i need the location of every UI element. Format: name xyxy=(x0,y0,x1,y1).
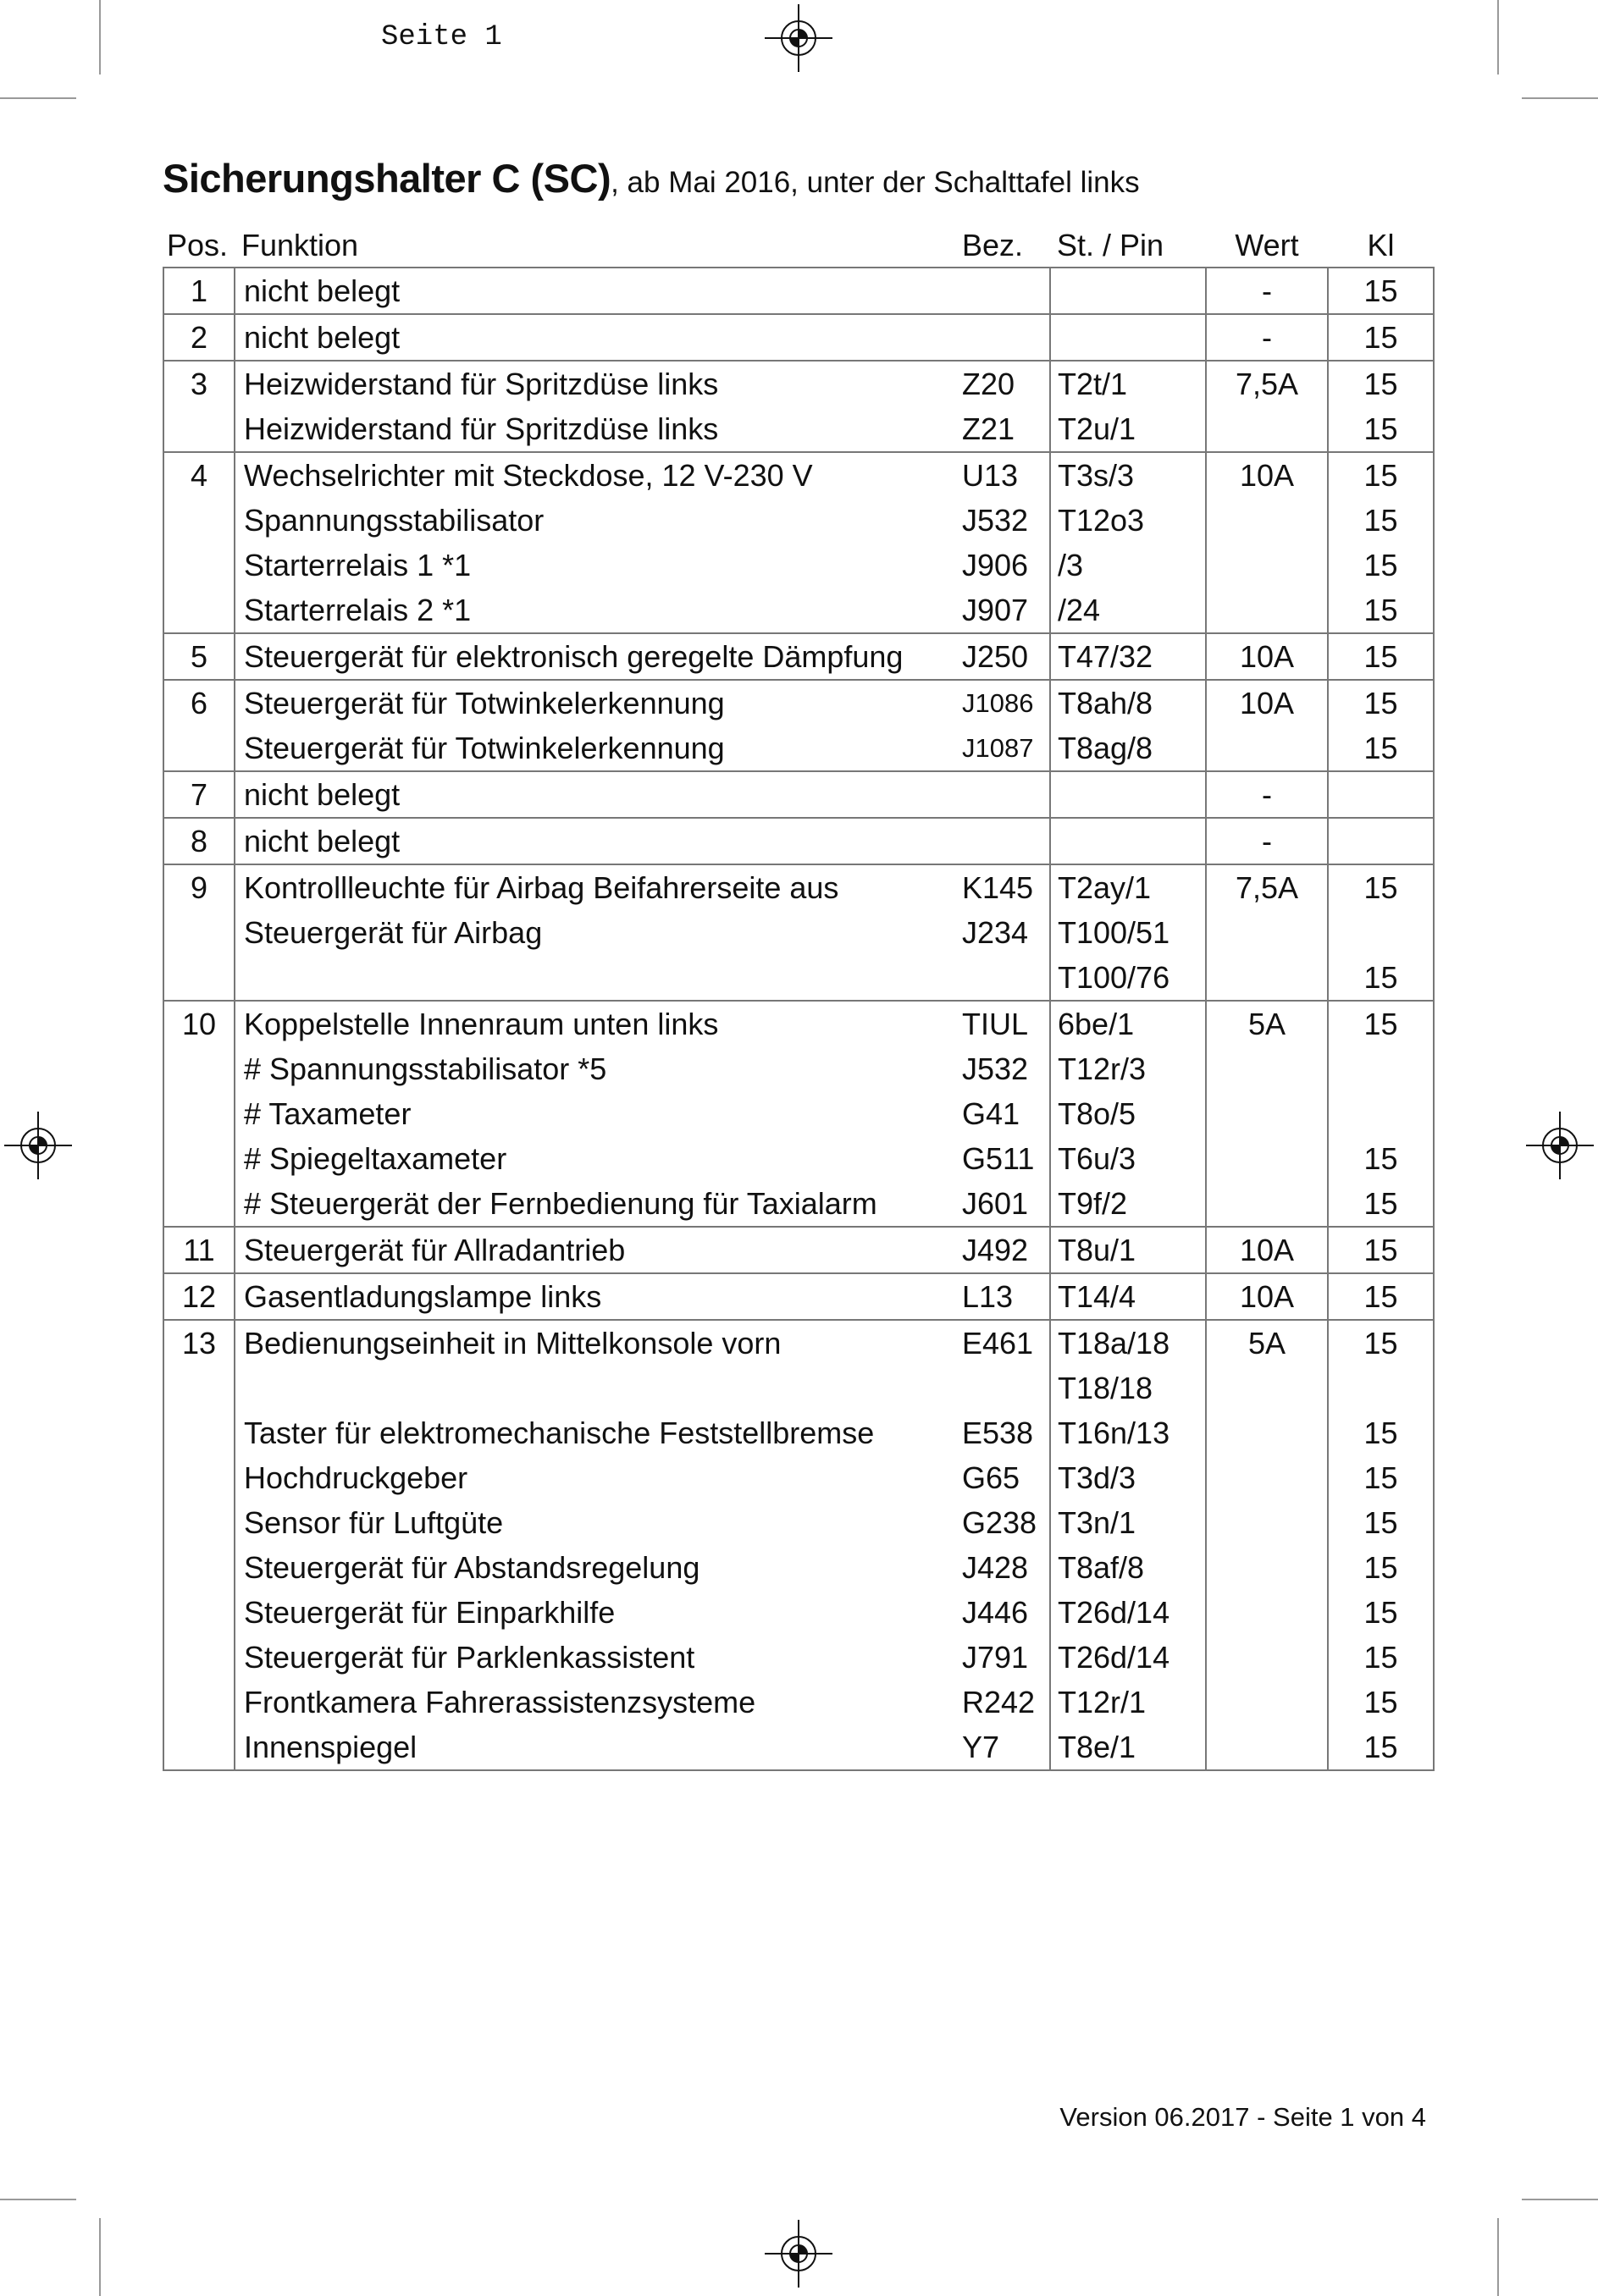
cell-bez: J532 xyxy=(962,502,1029,538)
cell-funktion: # Spannungsstabilisator *5 xyxy=(244,1051,607,1086)
cell-bez: R242 xyxy=(962,1684,1036,1719)
cell-pin xyxy=(1050,314,1206,361)
cell-wert: - xyxy=(1206,771,1328,818)
cell-wert: 10A xyxy=(1206,633,1328,680)
cell-pos xyxy=(163,1136,235,1181)
table-row xyxy=(163,818,1434,864)
cell-funktion: # Taxameter xyxy=(244,1096,412,1131)
table-row xyxy=(163,726,1434,771)
cell-pos: 3 xyxy=(163,361,235,406)
cell-bez: E461 xyxy=(960,1320,1050,1366)
cell-funktion: Steuergerät für Einparkhilfe xyxy=(244,1594,616,1630)
cell-kl: 15 xyxy=(1328,268,1434,314)
cell-pos xyxy=(163,1046,235,1091)
table-row xyxy=(163,1181,1434,1227)
header-bez: Bez. xyxy=(960,223,1050,268)
cell-bez xyxy=(960,1366,1050,1410)
cell-pin: T8e/1 xyxy=(1050,1725,1206,1770)
cell-wert: 5A xyxy=(1206,1001,1328,1046)
cell-bez: J791 xyxy=(962,1639,1029,1675)
cell-bez: G65 xyxy=(962,1460,1020,1495)
cell-wert: 10A xyxy=(1206,680,1328,726)
cell-pos xyxy=(163,1455,235,1500)
cell-wert: 5A xyxy=(1206,1320,1328,1366)
cell-pin: T8o/5 xyxy=(1050,1091,1206,1136)
cell-pos: 9 xyxy=(163,864,235,910)
cell-pos xyxy=(163,1181,235,1227)
cell-kl xyxy=(1328,771,1434,818)
cell-funktion: Gasentladungslampe links xyxy=(235,1273,960,1320)
cell-wert: 10A xyxy=(1206,452,1328,498)
cell-pin: T3d/3 xyxy=(1050,1455,1206,1500)
cell-funktion: Starterrelais 1 *1 xyxy=(244,547,472,582)
cell-pin: T2u/1 xyxy=(1050,406,1206,452)
table-row xyxy=(163,864,1434,910)
cell-bez: L13 xyxy=(960,1273,1050,1320)
table-row xyxy=(163,588,1434,633)
crop-mark xyxy=(0,97,76,99)
cell-wert: - xyxy=(1206,268,1328,314)
cell-pos xyxy=(163,1545,235,1590)
cell-bez: J532 xyxy=(962,1051,1029,1086)
cell-kl: 15 xyxy=(1328,452,1434,498)
cell-pos xyxy=(163,1410,235,1455)
fuse-table xyxy=(163,223,1435,1771)
cell-wert xyxy=(1206,1410,1328,1455)
cell-pos xyxy=(163,1680,235,1725)
page-header: Seite 1 xyxy=(381,21,502,53)
cell-bez: J492 xyxy=(960,1227,1050,1273)
cell-funktion xyxy=(235,955,960,1001)
cell-pos xyxy=(163,1366,235,1410)
cell-kl: 15 xyxy=(1328,1227,1434,1273)
table-row xyxy=(163,406,1434,452)
cell-pin: T6u/3 xyxy=(1050,1136,1206,1181)
cell-pos xyxy=(163,543,235,588)
cell-pin: /3 xyxy=(1050,543,1206,588)
cell-funktion: Frontkamera Fahrerassistenzsysteme xyxy=(244,1684,756,1719)
cell-bez: J601 xyxy=(962,1185,1029,1221)
cell-bez: J234 xyxy=(962,914,1029,950)
cell-wert: 7,5A xyxy=(1206,361,1328,406)
cell-pin: T12o3 xyxy=(1050,498,1206,543)
table-row xyxy=(163,1725,1434,1770)
cell-wert xyxy=(1206,1181,1328,1227)
cell-kl: 15 xyxy=(1328,1590,1434,1635)
cell-bez xyxy=(960,771,1050,818)
cell-pin xyxy=(1050,771,1206,818)
cell-pin: T8af/8 xyxy=(1050,1545,1206,1590)
table-row xyxy=(163,1635,1434,1680)
table-row xyxy=(163,452,1434,498)
cell-pin: T26d/14 xyxy=(1050,1590,1206,1635)
cell-kl: 15 xyxy=(1328,406,1434,452)
cell-kl: 15 xyxy=(1328,633,1434,680)
table-row xyxy=(163,1455,1434,1500)
cell-bez xyxy=(960,314,1050,361)
cell-pos xyxy=(163,588,235,633)
cell-kl: 15 xyxy=(1328,1545,1434,1590)
cell-wert: - xyxy=(1206,314,1328,361)
cell-kl: 15 xyxy=(1328,1725,1434,1770)
cell-wert xyxy=(1206,955,1328,1001)
cell-funktion: Steuergerät für Totwinkelerkennung xyxy=(244,730,725,765)
cell-funktion: # Steuergerät der Fernbedienung für Taxialarm xyxy=(244,1185,877,1221)
cell-wert: 10A xyxy=(1206,1227,1328,1273)
cell-wert xyxy=(1206,1366,1328,1410)
cell-pin: T12r/1 xyxy=(1050,1680,1206,1725)
table-row xyxy=(163,633,1434,680)
cell-wert xyxy=(1206,1455,1328,1500)
cell-kl: 15 xyxy=(1328,726,1434,771)
cell-bez: G238 xyxy=(962,1504,1037,1540)
table-header-row xyxy=(163,223,1434,268)
table-row xyxy=(163,1273,1434,1320)
cell-pos: 13 xyxy=(163,1320,235,1366)
table-row xyxy=(163,1500,1434,1545)
cell-pin: T100/51 xyxy=(1050,910,1206,955)
cell-pos xyxy=(163,955,235,1001)
cell-kl xyxy=(1328,818,1434,864)
registration-mark-icon xyxy=(4,1112,72,1179)
cell-funktion: Steuergerät für Abstandsregelung xyxy=(244,1549,700,1585)
table-row xyxy=(163,498,1434,543)
cell-kl: 15 xyxy=(1328,498,1434,543)
cell-pin: T8u/1 xyxy=(1050,1227,1206,1273)
cell-kl xyxy=(1328,1046,1434,1091)
cell-funktion: Steuergerät für Airbag xyxy=(244,914,543,950)
cell-kl: 15 xyxy=(1328,1181,1434,1227)
cell-pin: T47/32 xyxy=(1050,633,1206,680)
cell-pin: T26d/14 xyxy=(1050,1635,1206,1680)
registration-mark-icon xyxy=(1526,1112,1594,1179)
cell-funktion: Steuergerät für Allradantrieb xyxy=(235,1227,960,1273)
cell-funktion: Heizwiderstand für Spritzdüse links xyxy=(235,361,960,406)
crop-mark xyxy=(99,0,101,75)
cell-bez: J906 xyxy=(962,547,1029,582)
cell-wert xyxy=(1206,1500,1328,1545)
registration-mark-icon xyxy=(765,4,832,72)
cell-kl: 15 xyxy=(1328,1500,1434,1545)
title-main: Sicherungshalter C (SC) xyxy=(163,156,611,201)
cell-bez: G511 xyxy=(962,1140,1035,1176)
cell-pos xyxy=(163,1635,235,1680)
cell-kl: 15 xyxy=(1328,1635,1434,1680)
cell-bez xyxy=(960,818,1050,864)
crop-mark xyxy=(1497,0,1499,75)
cell-bez: J250 xyxy=(960,633,1050,680)
cell-kl: 15 xyxy=(1328,680,1434,726)
cell-bez: E538 xyxy=(962,1415,1034,1450)
cell-bez: J1086 xyxy=(960,680,1050,726)
table-row xyxy=(163,1136,1434,1181)
cell-pin: /24 xyxy=(1050,588,1206,633)
cell-funktion: Steuergerät für elektronisch geregelte Dämpfung xyxy=(235,633,960,680)
table-row xyxy=(163,1545,1434,1590)
cell-pos: 5 xyxy=(163,633,235,680)
cell-pin: T2t/1 xyxy=(1050,361,1206,406)
cell-pos: 11 xyxy=(163,1227,235,1273)
table-row xyxy=(163,1001,1434,1046)
cell-pin xyxy=(1050,818,1206,864)
cell-pin: T14/4 xyxy=(1050,1273,1206,1320)
cell-kl: 15 xyxy=(1328,955,1434,1001)
cell-funktion: Sensor für Luftgüte xyxy=(244,1504,504,1540)
cell-kl xyxy=(1328,910,1434,955)
cell-pos xyxy=(163,1725,235,1770)
table-row xyxy=(163,314,1434,361)
cell-kl: 15 xyxy=(1328,543,1434,588)
cell-pos: 4 xyxy=(163,452,235,498)
cell-pin: T8ah/8 xyxy=(1050,680,1206,726)
registration-mark-icon xyxy=(765,2220,832,2288)
table-row xyxy=(163,1046,1434,1091)
cell-kl: 15 xyxy=(1328,1410,1434,1455)
cell-funktion: nicht belegt xyxy=(235,268,960,314)
cell-pin: T18a/18 xyxy=(1050,1320,1206,1366)
cell-pos xyxy=(163,406,235,452)
cell-bez: J446 xyxy=(962,1594,1029,1630)
table-row xyxy=(163,361,1434,406)
cell-bez: K145 xyxy=(960,864,1050,910)
table-row xyxy=(163,1366,1434,1410)
table-row xyxy=(163,1320,1434,1366)
cell-bez: J428 xyxy=(962,1549,1029,1585)
title-subtitle: , ab Mai 2016, unter der Schalttafel links xyxy=(611,166,1140,199)
cell-kl: 15 xyxy=(1328,361,1434,406)
table-row xyxy=(163,955,1434,1001)
cell-wert xyxy=(1206,1046,1328,1091)
cell-pin: T16n/13 xyxy=(1050,1410,1206,1455)
crop-mark xyxy=(0,2199,76,2200)
cell-pos: 8 xyxy=(163,818,235,864)
cell-pos xyxy=(163,1590,235,1635)
cell-wert: 7,5A xyxy=(1206,864,1328,910)
cell-funktion: Kontrollleuchte für Airbag Beifahrerseite aus xyxy=(235,864,960,910)
cell-bez: Z21 xyxy=(962,411,1015,446)
cell-funktion: Koppelstelle Innenraum unten links xyxy=(235,1001,960,1046)
cell-funktion: nicht belegt xyxy=(235,314,960,361)
cell-kl: 15 xyxy=(1328,1273,1434,1320)
cell-kl: 15 xyxy=(1328,1001,1434,1046)
cell-funktion: Hochdruckgeber xyxy=(244,1460,468,1495)
header-wert: Wert xyxy=(1206,223,1328,268)
cell-wert xyxy=(1206,1680,1328,1725)
page-footer: Version 06.2017 - Seite 1 von 4 xyxy=(1059,2102,1426,2132)
cell-funktion: Bedienungseinheit in Mittelkonsole vorn xyxy=(235,1320,960,1366)
cell-wert xyxy=(1206,588,1328,633)
header-pos: Pos. xyxy=(163,223,235,268)
cell-kl: 15 xyxy=(1328,1680,1434,1725)
cell-pos: 1 xyxy=(163,268,235,314)
cell-pin xyxy=(1050,268,1206,314)
cell-wert xyxy=(1206,406,1328,452)
cell-funktion: Spannungsstabilisator xyxy=(244,502,545,538)
cell-bez: U13 xyxy=(960,452,1050,498)
cell-pos: 6 xyxy=(163,680,235,726)
header-funktion: Funktion xyxy=(235,223,960,268)
cell-wert xyxy=(1206,1136,1328,1181)
header-kl: Kl xyxy=(1328,223,1434,268)
cell-pos xyxy=(163,726,235,771)
table-row xyxy=(163,910,1434,955)
cell-funktion: Heizwiderstand für Spritzdüse links xyxy=(244,411,719,446)
cell-kl: 15 xyxy=(1328,1136,1434,1181)
cell-wert xyxy=(1206,1635,1328,1680)
cell-pos: 2 xyxy=(163,314,235,361)
cell-pos: 7 xyxy=(163,771,235,818)
cell-funktion: Taster für elektromechanische Feststellbremse xyxy=(244,1415,875,1450)
cell-kl: 15 xyxy=(1328,1320,1434,1366)
crop-mark xyxy=(99,2218,101,2296)
cell-bez xyxy=(960,268,1050,314)
cell-wert: - xyxy=(1206,818,1328,864)
cell-funktion: nicht belegt xyxy=(235,818,960,864)
cell-wert: 10A xyxy=(1206,1273,1328,1320)
cell-funktion: Steuergerät für Parklenkassistent xyxy=(244,1639,695,1675)
cell-wert xyxy=(1206,1725,1328,1770)
table-row xyxy=(163,1680,1434,1725)
crop-mark xyxy=(1522,97,1598,99)
cell-wert xyxy=(1206,498,1328,543)
crop-mark xyxy=(1522,2199,1598,2200)
crop-mark xyxy=(1497,2218,1499,2296)
cell-pin: T8ag/8 xyxy=(1050,726,1206,771)
cell-bez: Y7 xyxy=(960,1725,1050,1770)
header-pin: St. / Pin xyxy=(1050,223,1206,268)
cell-bez: G41 xyxy=(962,1096,1020,1131)
table-row xyxy=(163,680,1434,726)
cell-pin: T100/76 xyxy=(1050,955,1206,1001)
table-row xyxy=(163,1227,1434,1273)
table-row xyxy=(163,1410,1434,1455)
cell-bez: TIUL xyxy=(960,1001,1050,1046)
cell-kl: 15 xyxy=(1328,1455,1434,1500)
cell-bez: J907 xyxy=(962,592,1029,627)
cell-funktion: # Spiegeltaxameter xyxy=(244,1140,507,1176)
cell-kl: 15 xyxy=(1328,864,1434,910)
cell-kl xyxy=(1328,1366,1434,1410)
cell-bez: J1087 xyxy=(962,733,1034,763)
cell-pos xyxy=(163,498,235,543)
cell-funktion: Innenspiegel xyxy=(235,1725,960,1770)
cell-wert xyxy=(1206,543,1328,588)
cell-kl: 15 xyxy=(1328,314,1434,361)
cell-funktion: Steuergerät für Totwinkelerkennung xyxy=(235,680,960,726)
cell-pos: 10 xyxy=(163,1001,235,1046)
fuse-table-body xyxy=(163,268,1434,1770)
cell-pin: T3n/1 xyxy=(1050,1500,1206,1545)
cell-kl xyxy=(1328,1091,1434,1136)
cell-pos xyxy=(163,1500,235,1545)
cell-pin: T18/18 xyxy=(1050,1366,1206,1410)
table-row xyxy=(163,1091,1434,1136)
cell-wert xyxy=(1206,1545,1328,1590)
cell-pin: T3s/3 xyxy=(1050,452,1206,498)
cell-bez xyxy=(960,955,1050,1001)
cell-pos: 12 xyxy=(163,1273,235,1320)
table-row xyxy=(163,268,1434,314)
table-row xyxy=(163,1590,1434,1635)
cell-wert xyxy=(1206,1091,1328,1136)
cell-wert xyxy=(1206,726,1328,771)
cell-kl: 15 xyxy=(1328,588,1434,633)
cell-pin: T2ay/1 xyxy=(1050,864,1206,910)
cell-wert xyxy=(1206,910,1328,955)
cell-funktion xyxy=(235,1366,960,1410)
cell-pos xyxy=(163,1091,235,1136)
cell-funktion: Wechselrichter mit Steckdose, 12 V-230 V xyxy=(235,452,960,498)
cell-pin: 6be/1 xyxy=(1050,1001,1206,1046)
cell-pin: T12r/3 xyxy=(1050,1046,1206,1091)
cell-funktion: Starterrelais 2 *1 xyxy=(244,592,472,627)
cell-bez: Z20 xyxy=(960,361,1050,406)
cell-funktion: nicht belegt xyxy=(235,771,960,818)
page-title xyxy=(163,155,1140,201)
table-row xyxy=(163,543,1434,588)
table-row xyxy=(163,771,1434,818)
cell-pos xyxy=(163,910,235,955)
cell-wert xyxy=(1206,1590,1328,1635)
cell-pin: T9f/2 xyxy=(1050,1181,1206,1227)
